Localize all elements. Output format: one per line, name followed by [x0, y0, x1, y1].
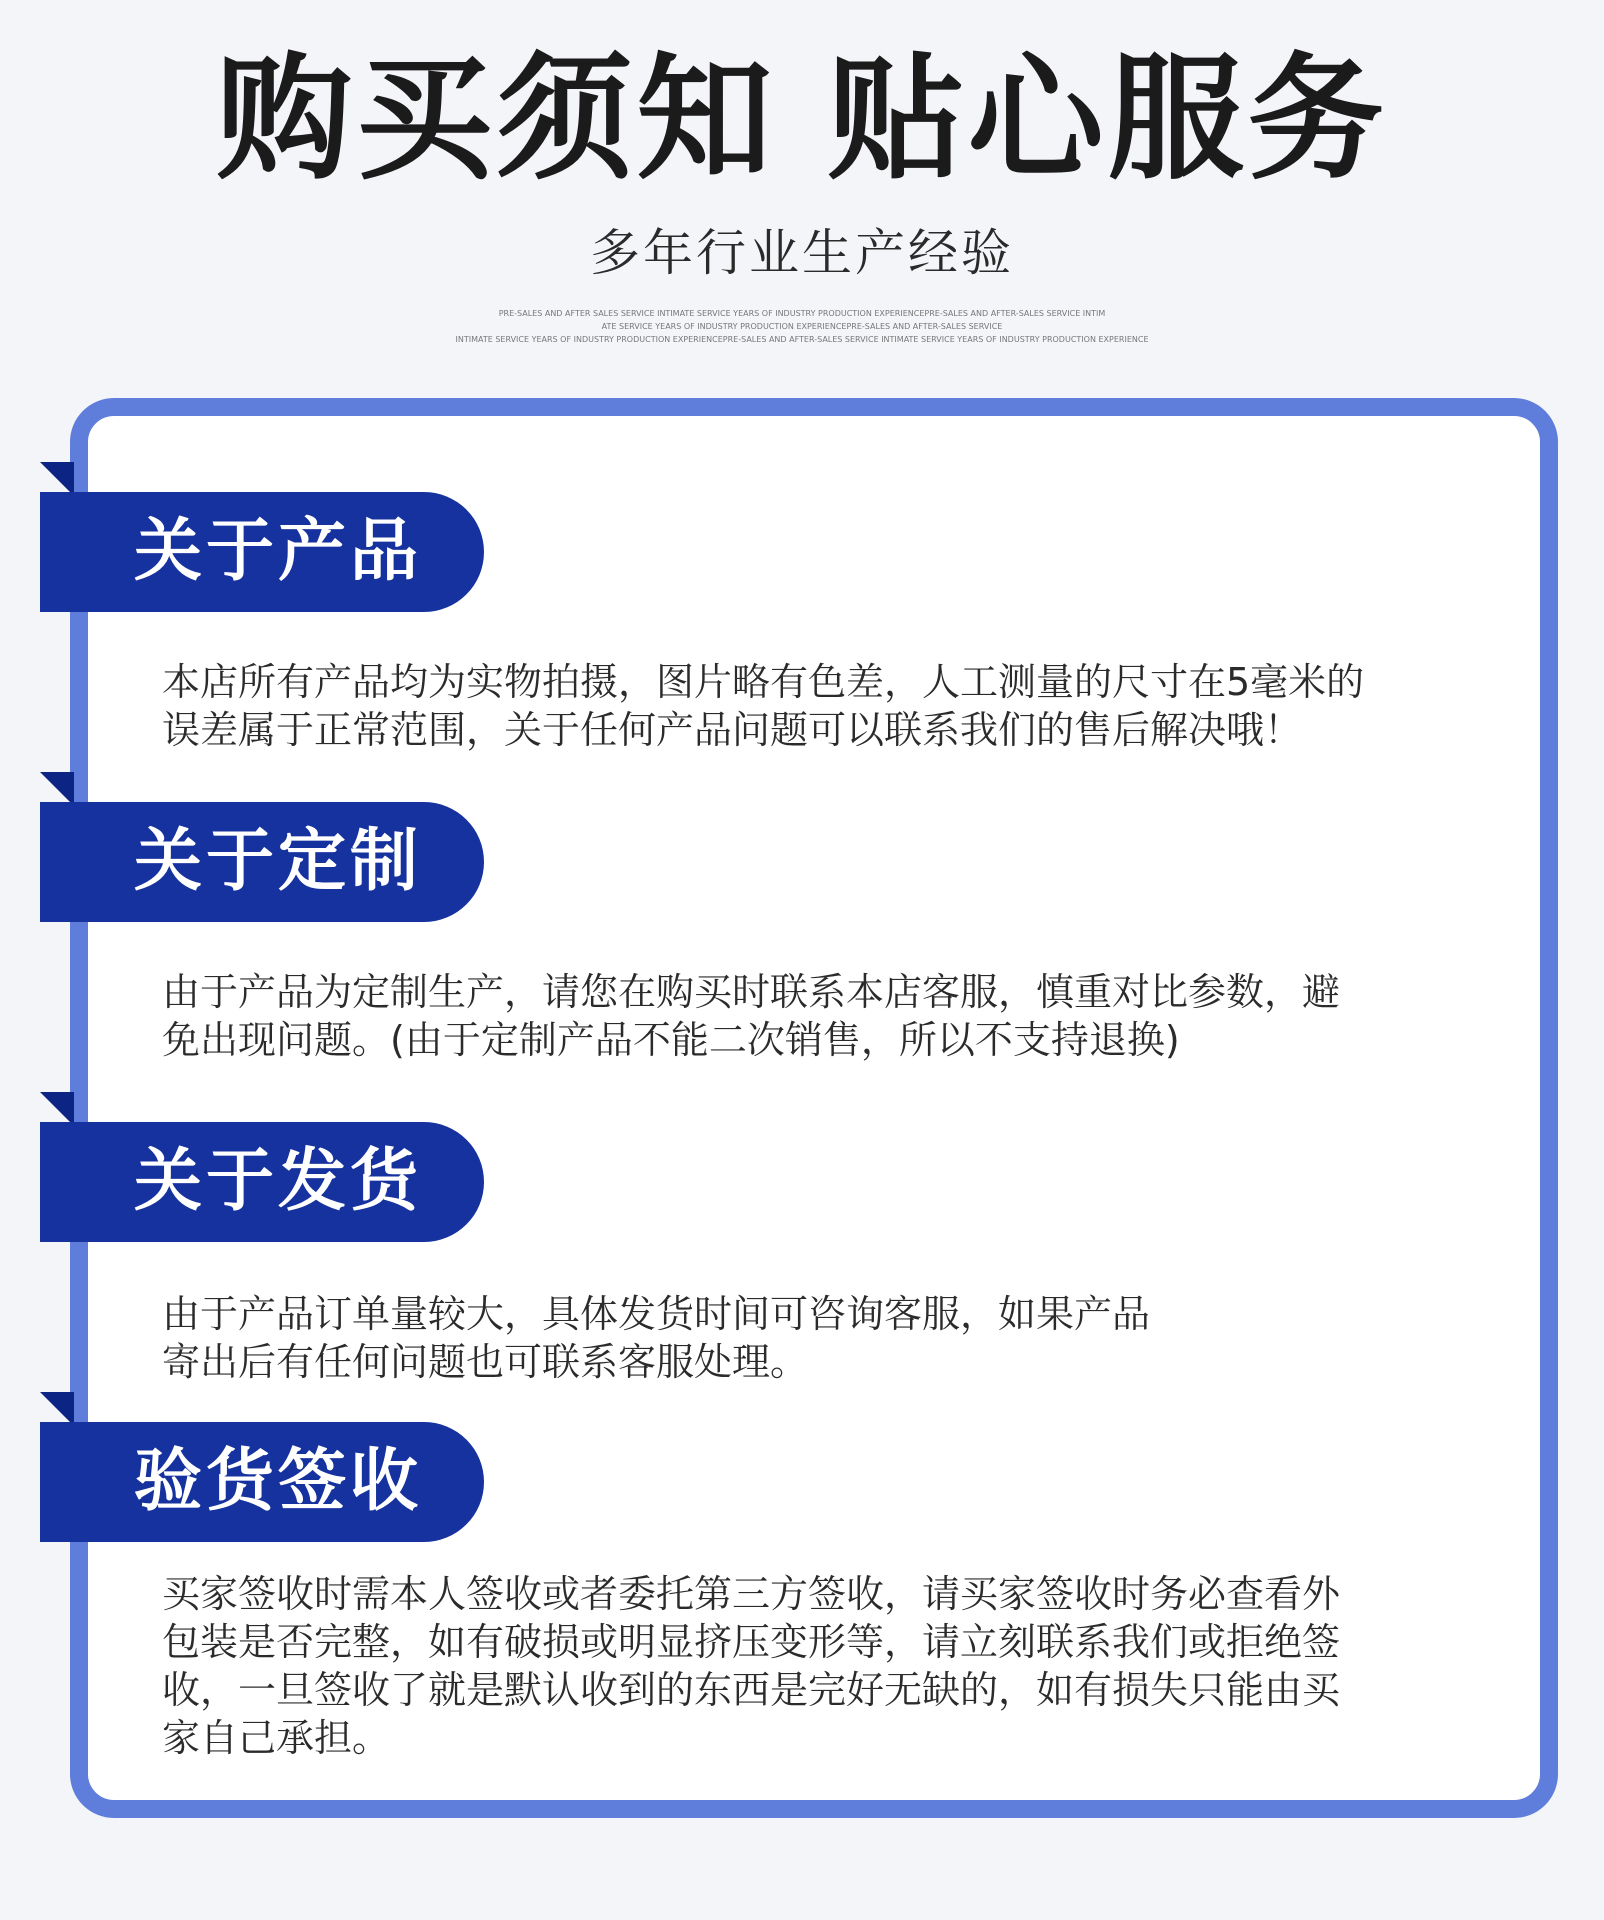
- text-line: 家自己承担。: [162, 1716, 391, 1760]
- tab-fold-decoration: [40, 772, 74, 806]
- text-line: 买家签收时需本人签收或者委托第三方签收，请买家签收时务必查看外: [162, 1572, 1341, 1616]
- text-line: 包装是否完整，如有破损或明显挤压变形等，请立刻联系我们或拒绝签: [162, 1620, 1341, 1664]
- section-tab-custom: 关于定制: [40, 802, 484, 922]
- page-title: 购买须知 贴心服务: [216, 41, 1388, 199]
- text-line: 免出现问题。(由于定制产品不能二次销售，所以不支持退换): [162, 1018, 1180, 1062]
- fine-print-line-2: ATE SERVICE YEARS OF INDUSTRY PRODUCTION EXPERIENCEPRE-SALES AND AFTER-SALES SERVICE: [601, 323, 1003, 331]
- tab-fold-decoration: [40, 1092, 74, 1126]
- section-text-shipping: [162, 1290, 1462, 1386]
- tab-fold-decoration: [40, 1392, 74, 1426]
- section-tab-shipping: 关于发货: [40, 1122, 484, 1242]
- section-tab-product: 关于产品: [40, 492, 484, 612]
- fine-print-line-3: INTIMATE SERVICE YEARS OF INDUSTRY PRODUCTION EXPERIENCEPRE-SALES AND AFTER-SALES SERVICE INTIMATE SERVICE YEARS OF INDUSTRY PRODUCTION EXPERIENCE: [455, 336, 1149, 344]
- text-line: 寄出后有任何问题也可联系客服处理。: [162, 1340, 809, 1384]
- section-text-product: [162, 658, 1462, 754]
- text-line: 由于产品为定制生产，请您在购买时联系本店客服，慎重对比参数，避: [162, 970, 1341, 1014]
- text-line: 本店所有产品均为实物拍摄，图片略有色差，人工测量的尺寸在5毫米的: [162, 660, 1365, 704]
- text-line: 误差属于正常范围，关于任何产品问题可以联系我们的售后解决哦！: [162, 708, 1303, 752]
- text-line: 由于产品订单量较大，具体发货时间可咨询客服，如果产品: [162, 1292, 1151, 1336]
- fine-print-line-1: PRE-SALES AND AFTER SALES SERVICE INTIMATE SERVICE YEARS OF INDUSTRY PRODUCTION EXPERIENCEPRE-SALES AND AFTER-SALES SERVICE INTIM: [498, 310, 1106, 318]
- tab-fold-decoration: [40, 462, 74, 496]
- section-tab-inspection: 验货签收: [40, 1422, 484, 1542]
- section-text-custom: [162, 968, 1462, 1064]
- text-line: 收，一旦签收了就是默认收到的东西是完好无缺的，如有损失只能由买: [162, 1668, 1341, 1712]
- section-text-inspection: [162, 1570, 1462, 1762]
- page-subtitle: 多年行业生产经验: [590, 224, 1014, 282]
